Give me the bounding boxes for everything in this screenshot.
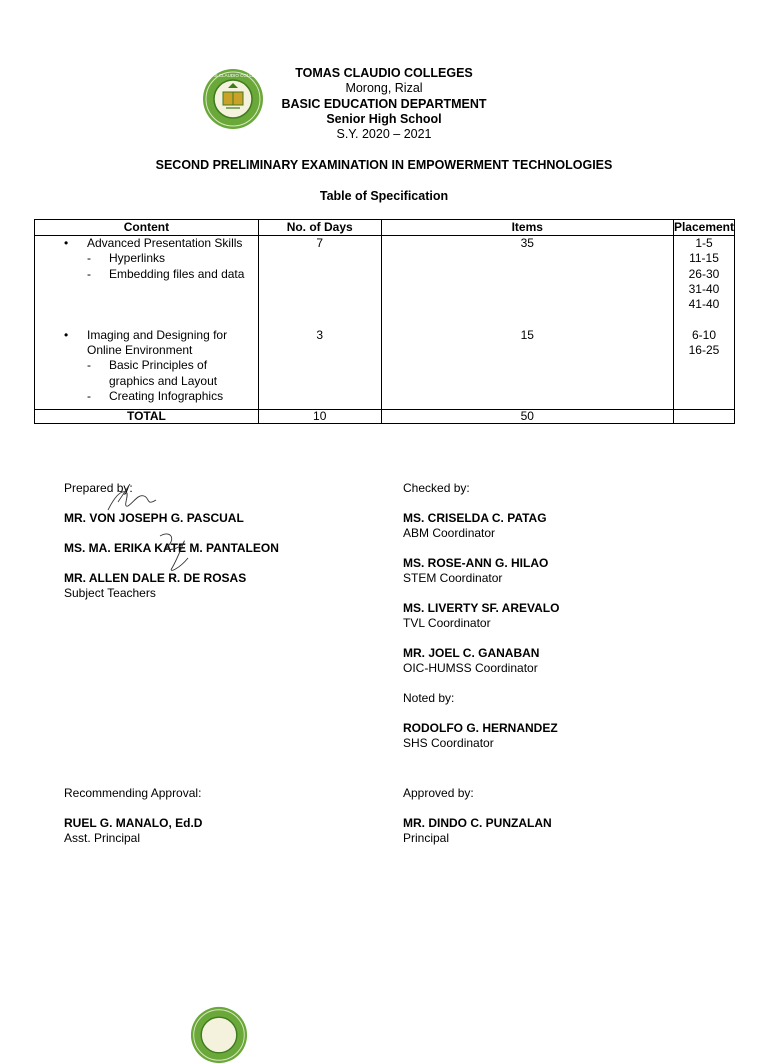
subtopic-item: - Basic Principles of	[87, 358, 208, 373]
items-value: 15	[520, 327, 534, 342]
department-name: BASIC EDUCATION DEPARTMENT	[281, 96, 487, 111]
subtopic-label: Embedding files and data	[109, 266, 245, 281]
subtopic-item: - Embedding files and data	[87, 266, 245, 281]
tos-title: Table of Specification	[319, 189, 449, 203]
content-cell	[35, 236, 259, 410]
checked-by-label: Checked by:	[403, 481, 470, 495]
placement-value: 11-15	[689, 251, 719, 266]
column-header-placement: Placement	[673, 220, 734, 234]
prepared-by-label: Prepared by:	[64, 481, 133, 495]
coordinator-name: MS. LIVERTY SF. AREVALO	[403, 601, 560, 615]
seal-text: TOMAS CLAUDIO COLLEGES	[202, 73, 264, 78]
specification-table	[34, 219, 735, 424]
coordinator-role: OIC-HUMSS Coordinator	[403, 661, 538, 675]
teachers-role: Subject Teachers	[64, 586, 156, 600]
topic-item-continued	[35, 343, 258, 358]
coordinator-name: MR. JOEL C. GANABAN	[403, 646, 540, 660]
placement-value: 1-5	[695, 236, 713, 250]
total-items: 50	[381, 410, 673, 424]
noted-by-name: RODOLFO G. HERNANDEZ	[403, 721, 558, 735]
placement-value: 41-40	[688, 297, 720, 312]
document-header	[0, 66, 768, 142]
coordinator-role: ABM Coordinator	[403, 526, 496, 540]
recommending-name: RUEL G. MANALO, Ed.D	[64, 816, 203, 830]
bullet-icon: •	[64, 236, 69, 250]
school-level: Senior High School	[326, 111, 442, 126]
placement-value: 31-40	[688, 281, 720, 296]
coordinator-role: TVL Coordinator	[403, 616, 491, 630]
subtopic-item: - Creating Infographics	[87, 389, 224, 404]
recommending-role: Asst. Principal	[64, 831, 141, 845]
topic-item	[35, 328, 258, 343]
placement-value: 6-10	[691, 327, 716, 342]
topic-label: Online Environment	[87, 343, 193, 358]
days-value: 7	[316, 236, 324, 250]
approved-by-name: MR. DINDO C. PUNZALAN	[403, 816, 552, 830]
approved-by-role: Principal	[403, 831, 450, 845]
next-page-seal-logo	[190, 1006, 248, 1064]
total-days: 10	[258, 410, 381, 424]
subtopic-label: Hyperlinks	[109, 251, 166, 266]
recommending-approval-block	[64, 786, 202, 846]
school-year: S.Y. 2020 – 2021	[336, 127, 432, 142]
days-value: 3	[316, 327, 324, 342]
placement-value: 16-25	[688, 343, 720, 358]
bullet-icon: •	[64, 327, 69, 342]
column-header-days: No. of Days	[258, 220, 381, 236]
coordinator-role: STEM Coordinator	[403, 571, 503, 585]
subtopic-label: Creating Infographics	[109, 389, 224, 404]
exam-title: SECOND PRELIMINARY EXAMINATION IN EMPOWERMENT TECHNOLOGIES	[155, 158, 613, 172]
table-header-row	[35, 220, 735, 236]
noted-by-label: Noted by:	[403, 691, 455, 705]
subtopic-label: Basic Principles of	[109, 358, 208, 373]
approved-by-block	[403, 786, 552, 846]
column-header-content: Content	[35, 220, 259, 236]
signature-scribble	[100, 480, 164, 520]
topic-label: Imaging and Designing for	[87, 327, 228, 342]
teacher-name: MR. VON JOSEPH G. PASCUAL	[64, 511, 244, 525]
subtopic-label: graphics and Layout	[109, 373, 218, 388]
teacher-name: MR. ALLEN DALE R. DE ROSAS	[64, 571, 247, 585]
table-row	[35, 236, 735, 410]
total-placement	[673, 410, 734, 424]
recommending-label: Recommending Approval:	[64, 786, 202, 800]
placement-value: 26-30	[688, 266, 720, 281]
coordinator-name: MS. ROSE-ANN G. HILAO	[403, 556, 549, 570]
checked-by-block	[403, 481, 559, 751]
topic-item	[35, 236, 258, 251]
total-row	[35, 410, 735, 424]
items-value: 35	[520, 236, 534, 250]
subtopic-item: - Hyperlinks	[87, 251, 166, 266]
signature-scribble	[150, 528, 200, 576]
teacher-name: MS. MA. ERIKA KATE M. PANTALEON	[64, 541, 279, 555]
placement-cell	[673, 236, 734, 410]
approved-by-label: Approved by:	[403, 786, 474, 800]
school-location: Morong, Rizal	[345, 81, 423, 96]
days-cell	[258, 236, 381, 410]
coordinator-name: MS. CRISELDA C. PATAG	[403, 511, 547, 525]
items-cell	[381, 236, 673, 410]
column-header-items: Items	[381, 220, 673, 236]
subtopic-item-continued	[35, 374, 258, 389]
topic-label: Advanced Presentation Skills	[87, 236, 243, 250]
total-label: TOTAL	[35, 410, 259, 424]
noted-by-role: SHS Coordinator	[403, 736, 494, 750]
school-name: TOMAS CLAUDIO COLLEGES	[295, 66, 473, 80]
